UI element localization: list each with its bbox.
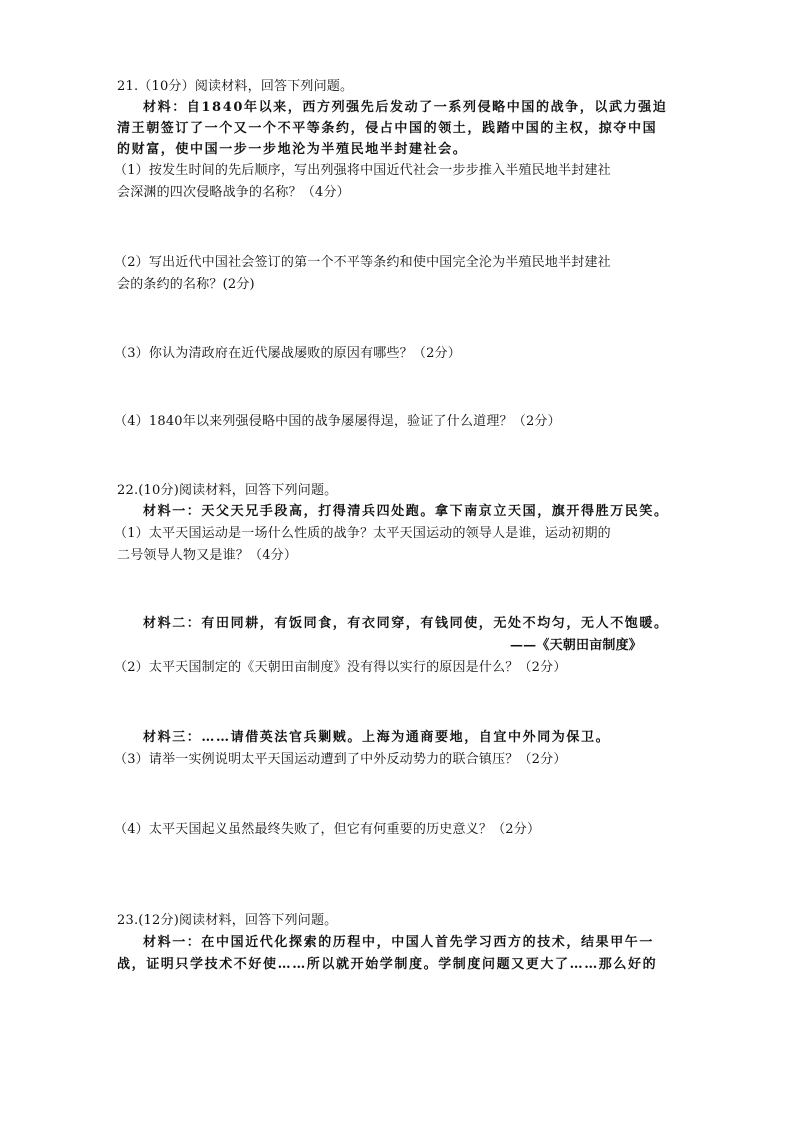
q21-title: 21.（10分）阅读材料，回答下列问题。	[117, 79, 354, 94]
q22-material-2-source: ——《天朝田亩制度》	[509, 638, 642, 653]
q22-sub1-line-2: 二号领导人物又是谁？（4分）	[117, 548, 298, 563]
q22-sub4: （4）太平天国起义虽然最终失败了，但它有何重要的历史意义？（2分）	[114, 822, 541, 837]
q21-material-line-3: 的财富，使中国一步一步地沦为半殖民地半封建社会。	[117, 142, 468, 157]
q22-material-1: 材料一：天父天兄手段高，打得清兵四处跑。拿下南京立天国，旗开得胜万民笑。	[143, 504, 669, 519]
q22-sub2: （2）太平天国制定的《天朝田亩制度》没有得以实行的原因是什么？（2分）	[114, 660, 567, 675]
q21-sub2-line-2: 会的条约的名称？(2分)	[117, 277, 255, 292]
q23-material-line-2: 战，证明只学技术不好使……所以就开始学制度。学制度问题又更大了……那么好的	[117, 957, 658, 972]
q21-sub2-line-1: （2）写出近代中国社会签订的第一个不平等条约和使中国完全沦为半殖民地半封建社	[114, 255, 611, 270]
q21-sub1-line-2: 会深渊的四次侵略战争的名称？（4分）	[117, 185, 350, 200]
q22-material-3: 材料三：……请借英法官兵剿贼。上海为通商要地，自宜中外同为保卫。	[143, 730, 611, 745]
q21-sub3: （3）你认为清政府在近代屡战屡败的原因有哪些？（2分）	[114, 346, 461, 361]
q22-sub3: （3）请举一实例说明太平天国运动遭到了中外反动势力的联合镇压？（2分）	[114, 752, 567, 767]
q23-title: 23.(12分)阅读材料，回答下列问题。	[117, 913, 338, 928]
q22-material-2: 材料二：有田同耕，有饭同食，有衣同穿，有钱同使，无处不均匀，无人不饱暖。	[143, 616, 669, 631]
q21-sub1-line-1: （1）按发生时间的先后顺序，写出列强将中国近代社会一步步推入半殖民地半封建社	[114, 163, 611, 178]
q23-material-line-1: 材料一：在中国近代化探索的历程中，中国人首先学习西方的技术，结果甲午一	[143, 935, 655, 950]
q21-material-line-2: 清王朝签订了一个又一个不平等条约，侵占中国的领土，践踏中国的主权，掠夺中国	[117, 121, 658, 136]
q21-material-line-1: 材料：自1840年以来，西方列强先后发动了一系列侵略中国的战争，以武力强迫	[143, 100, 668, 115]
q22-title: 22.(10分)阅读材料，回答下列问题。	[117, 483, 338, 498]
q22-sub1-line-1: （1）太平天国运动是一场什么性质的战争？太平天国运动的领导人是谁，运动初期的	[114, 526, 611, 541]
q21-sub4: （4）1840年以来列强侵略中国的战争屡屡得逞，验证了什么道理？（2分）	[114, 414, 561, 429]
